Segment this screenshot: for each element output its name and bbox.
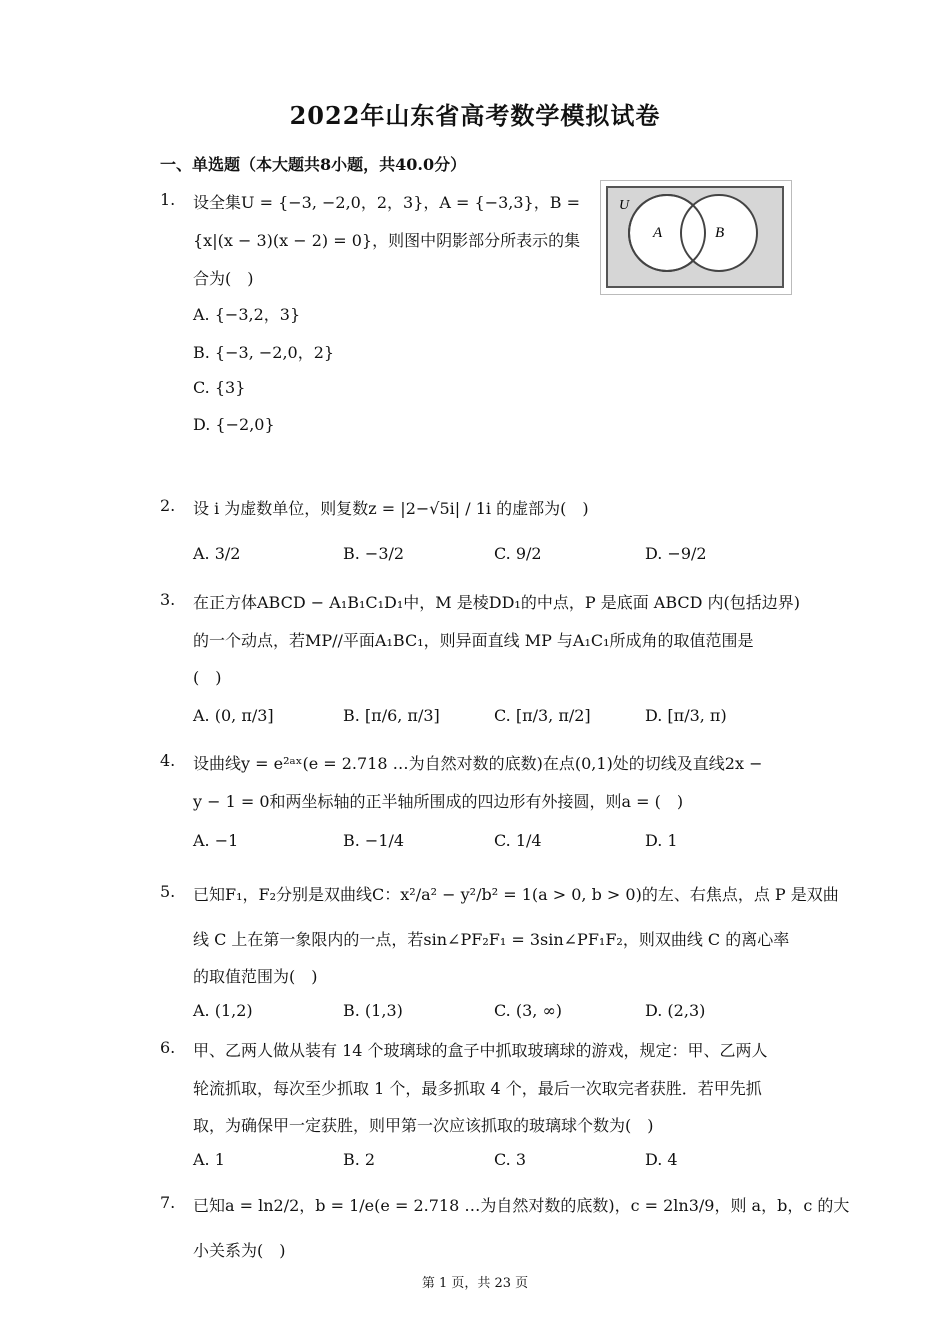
question-number: 1. <box>160 190 176 209</box>
option: B. [π/6, π/3] <box>343 706 440 725</box>
option: B. −1/4 <box>343 831 405 850</box>
question-line: 在正方体ABCD − A₁B₁C₁D₁中，M 是棱DD₁的中点，P 是底面 ABCD 内(包括边界) <box>193 593 801 612</box>
question-number: 7. <box>160 1193 176 1212</box>
question-line: 甲、乙两人做从装有 14 个玻璃球的盒子中抓取玻璃球的游戏，规定：甲、乙两人 <box>193 1041 768 1060</box>
question-line: 轮流抓取，每次至少抓取 1 个，最多抓取 4 个，最后一次取完者获胜．若甲先抓 <box>193 1079 762 1098</box>
venn-u-label: U <box>619 198 630 213</box>
option: D. 4 <box>645 1150 678 1169</box>
question-line: 设曲线y = e²ᵃˣ(e = 2.718 …为自然对数的底数)在点(0,1)处的切线及直线2x − <box>193 754 763 773</box>
question-line: y − 1 = 0和两坐标轴的正半轴所围成的四边形有外接圆，则a = ( ) <box>193 792 684 811</box>
option: C. (3, ∞) <box>494 1001 563 1020</box>
question-line: 的一个动点，若MP//平面A₁BC₁，则异面直线 MP 与A₁C₁所成角的取值范围是 <box>193 631 754 650</box>
venn-diagram <box>600 180 792 295</box>
option: B. (1,3) <box>343 1001 403 1020</box>
option: C. 3 <box>494 1150 527 1169</box>
option: D. {−2,0} <box>193 415 275 434</box>
option: B. −3/2 <box>343 544 405 563</box>
question-line: 小关系为( ) <box>193 1241 286 1260</box>
option: A. −1 <box>193 831 239 850</box>
section-heading: 一、单选题（本大题共8小题，共40.0分） <box>160 155 467 174</box>
question-line: 设 i 为虚数单位，则复数z = |2−√5i| / 1i 的虚部为( ) <box>193 499 589 518</box>
option: D. [π/3, π) <box>645 706 727 725</box>
option: C. [π/3, π/2] <box>494 706 591 725</box>
option: A. (1,2) <box>193 1001 253 1020</box>
option: B. 2 <box>343 1150 376 1169</box>
page-title: 2022年山东省高考数学模拟试卷 <box>289 101 661 130</box>
question-line: {x|(x − 3)(x − 2) = 0}，则图中阴影部分所表示的集 <box>193 231 581 250</box>
question-line: 合为( ) <box>193 269 254 288</box>
question-number: 5. <box>160 882 176 901</box>
option: B. {−3, −2,0，2} <box>193 343 335 362</box>
question-number: 2. <box>160 496 176 515</box>
question-line: ( ) <box>193 668 222 687</box>
option: C. 1/4 <box>494 831 542 850</box>
question-line: 取，为确保甲一定获胜，则甲第一次应该抓取的玻璃球个数为( ) <box>193 1116 654 1135</box>
option: D. (2,3) <box>645 1001 706 1020</box>
option: D. 1 <box>645 831 678 850</box>
option: A. {−3,2，3} <box>193 305 301 324</box>
venn-a-label: A <box>653 225 663 241</box>
option: A. (0, π/3] <box>193 706 274 725</box>
question-line: 已知a = ln2/2，b = 1/e(e = 2.718 …为自然对数的底数)，c = 2ln3/9，则 a，b，c 的大 <box>193 1196 850 1215</box>
option: C. {3} <box>193 378 246 397</box>
question-number: 4. <box>160 751 176 770</box>
question-line: 线 C 上在第一象限内的一点，若sin∠PF₂F₁ = 3sin∠PF₁F₂，则双曲线 C 的离心率 <box>193 930 790 949</box>
question-line: 设全集U = {−3, −2,0，2，3}，A = {−3,3}，B = <box>193 193 580 212</box>
page-footer: 第 1 页，共 23 页 <box>421 1276 529 1291</box>
option: D. −9/2 <box>645 544 707 563</box>
question-number: 3. <box>160 590 176 609</box>
option: A. 1 <box>193 1150 225 1169</box>
venn-b-label: B <box>715 225 725 241</box>
option: A. 3/2 <box>193 544 241 563</box>
question-line: 已知F₁，F₂分别是双曲线C：x²/a² − y²/b² = 1(a > 0, b > 0)的左、右焦点，点 P 是双曲 <box>193 885 839 904</box>
question-line: 的取值范围为( ) <box>193 967 318 986</box>
question-number: 6. <box>160 1038 176 1057</box>
option: C. 9/2 <box>494 544 542 563</box>
